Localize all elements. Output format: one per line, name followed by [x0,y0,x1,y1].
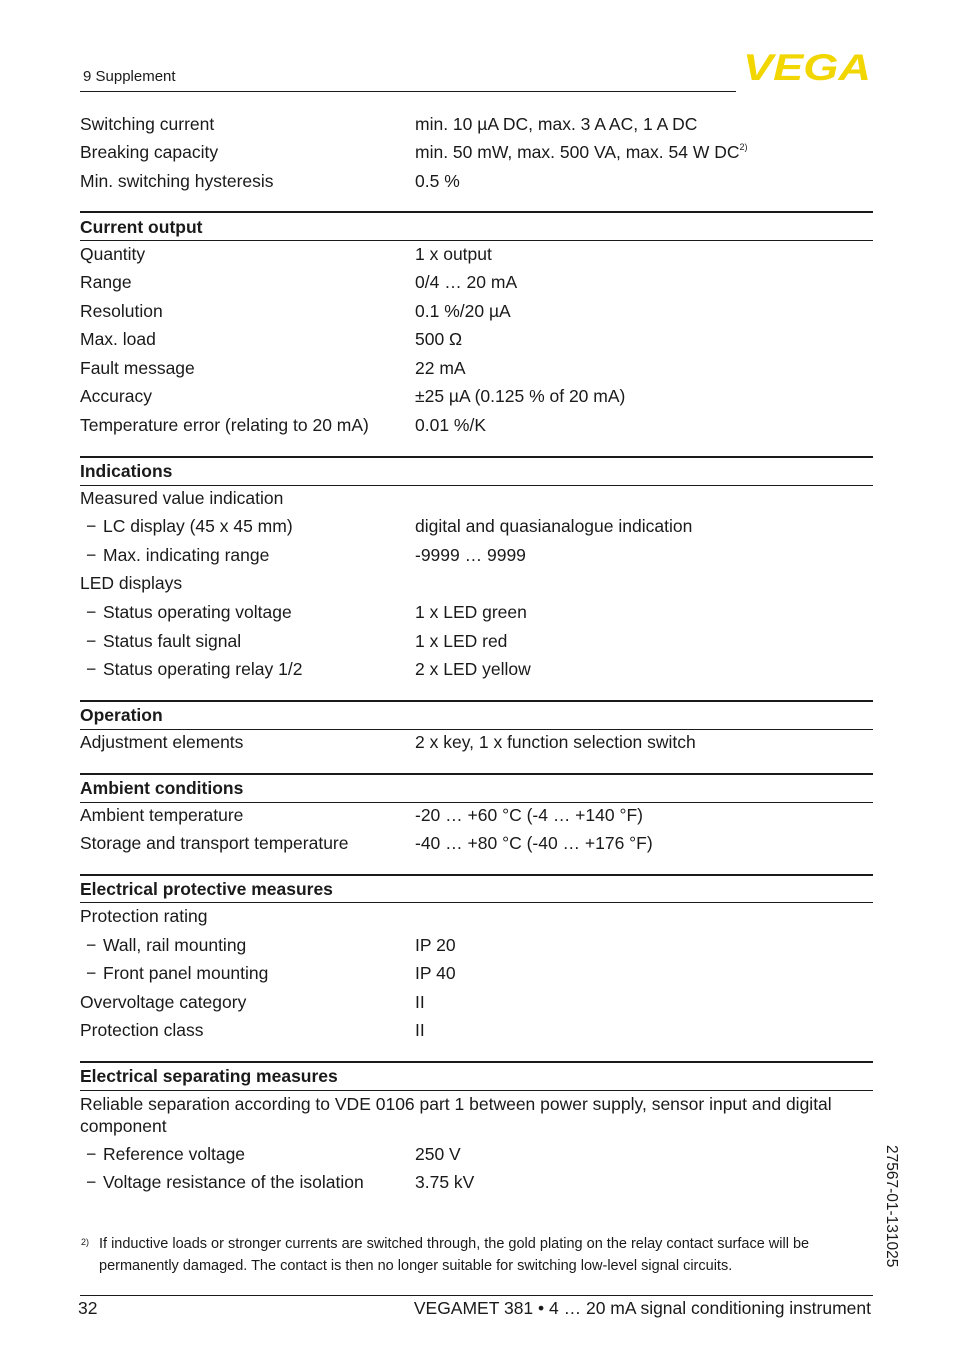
spec-value: 1 x LED red [415,631,508,651]
footnote-ref: 2) [739,142,748,152]
section-rule-bottom [80,729,873,730]
spec-row [80,963,873,987]
spec-row [80,244,873,268]
spec-label: Switching current [80,114,215,134]
spec-row [80,631,873,655]
dash-bullet: − [86,602,97,622]
section-rule-bottom [80,485,873,486]
spec-label: Protection rating [80,906,208,926]
spec-row [80,1144,873,1168]
section-rule-bottom [80,902,873,903]
spec-sublabel-text: Status operating voltage [103,602,292,622]
spec-value: 500 Ω [415,329,463,349]
separation-description: Reliable separation according to VDE 0106 part 1 between power supply, sensor input and digital component [80,1094,832,1136]
spec-value: IP 40 [415,963,456,983]
spec-label: Storage and transport temperature [80,833,349,853]
spec-value [415,142,748,163]
dash-bullet: − [86,516,97,536]
spec-label: Temperature error (relating to 20 mA) [80,415,369,435]
spec-row [80,545,873,569]
spec-value: II [415,992,425,1012]
section-title-current-output: Current output [80,217,203,237]
spec-sublabel [86,659,302,680]
spec-label: Quantity [80,244,146,264]
section-rule-top [80,1061,873,1063]
section-rule-top [80,700,873,702]
spec-sublabel-text: Voltage resistance of the isolation [103,1172,364,1192]
spec-value-text: min. 50 mW, max. 500 VA, max. 54 W DC [415,142,740,162]
spec-sublabel [86,1172,364,1193]
section-rule-bottom [80,802,873,803]
spec-row [80,516,873,540]
spec-row [80,833,873,857]
spec-sublabel [86,602,292,623]
spec-sublabel-text: LC display (45 x 45 mm) [103,516,293,536]
spec-sublabel [86,1144,245,1165]
spec-label: Protection class [80,1020,204,1040]
section-rule-bottom [80,240,873,241]
spec-value: 0.01 %/K [415,415,487,435]
spec-sublabel [86,631,241,652]
section-title-ambient: Ambient conditions [80,778,244,798]
spec-value: -20 … +60 °C (-4 … +140 °F) [415,805,643,825]
spec-label: Ambient temperature [80,805,244,825]
spec-value: IP 20 [415,935,456,955]
spec-value: 22 mA [415,358,466,378]
spec-row [80,805,873,829]
spec-row [80,171,873,195]
footnote-mark: 2) [81,1237,90,1247]
spec-row [80,358,873,382]
spec-label: Fault message [80,358,195,378]
document-code: 27567-01-131025 [883,1145,900,1268]
spec-sublabel [86,516,293,537]
spec-row [80,386,873,410]
spec-row [80,659,873,683]
dash-bullet: − [86,1172,97,1192]
spec-row [80,732,873,756]
spec-row [80,906,873,930]
spec-label: Breaking capacity [80,142,219,162]
section-title-operation: Operation [80,705,163,725]
footer-title: VEGAMET 381 • 4 … 20 mA signal conditioning instrument [413,1298,871,1318]
spec-row [80,992,873,1016]
vega-logo [742,50,872,84]
spec-row [80,301,873,325]
spec-sublabel [86,545,269,566]
spec-label: Measured value indication [80,488,284,508]
spec-row [80,114,873,138]
svg-text:VEGA: VEGA [743,50,871,84]
section-title-separating: Electrical separating measures [80,1066,338,1086]
spec-label: Adjustment elements [80,732,244,752]
spec-sublabel-text: Status operating relay 1/2 [103,659,303,679]
spec-value: II [415,1020,425,1040]
spec-row [80,573,873,597]
spec-row [80,488,873,512]
spec-row [80,1020,873,1044]
section-title-indications: Indications [80,461,173,481]
spec-row [80,272,873,296]
spec-value: digital and quasianalogue indication [415,516,693,536]
spec-label: Min. switching hysteresis [80,171,274,191]
dash-bullet: − [86,659,97,679]
spec-row [80,415,873,439]
page-number: 32 [78,1298,98,1318]
spec-value: 0.5 % [415,171,460,191]
dash-bullet: − [86,1144,97,1164]
spec-sublabel-text: Wall, rail mounting [103,935,247,955]
running-header: 9 Supplement [83,68,176,85]
spec-value: 1 x output [415,244,492,264]
spec-label: Max. load [80,329,156,349]
spec-row [80,1172,873,1196]
section-title-protective: Electrical protective measures [80,879,333,899]
dash-bullet: − [86,631,97,651]
spec-label: LED displays [80,573,183,593]
spec-value: 250 V [415,1144,461,1164]
spec-sublabel-text: Front panel mounting [103,963,269,983]
spec-sublabel-text: Max. indicating range [103,545,270,565]
dash-bullet: − [86,935,97,955]
section-rule-top [80,211,873,213]
spec-sublabel-text: Reference voltage [103,1144,246,1164]
spec-value: 0/4 … 20 mA [415,272,518,292]
spec-value: 2 x LED yellow [415,659,531,679]
section-rule-top [80,456,873,458]
spec-row [80,329,873,353]
spec-label: Accuracy [80,386,152,406]
section-rule-top [80,773,873,775]
spec-value: 3.75 kV [415,1172,475,1192]
section-rule-top [80,874,873,876]
footnote-text: If inductive loads or stronger currents are switched through, the gold plating on the relay contact surface will be permanently damaged. The contact is then no longer suitable for switching low-level signal circuits. [99,1236,810,1274]
spec-value: ±25 µA (0.125 % of 20 mA) [415,386,626,406]
spec-row [80,142,873,166]
section-rule-bottom [80,1090,873,1091]
dash-bullet: − [86,963,97,983]
spec-row [80,935,873,959]
spec-sublabel-text: Status fault signal [103,631,242,651]
spec-label: Resolution [80,301,163,321]
spec-sublabel [86,963,268,984]
spec-value: 2 x key, 1 x function selection switch [415,732,696,752]
spec-label: Overvoltage category [80,992,247,1012]
header-rule [80,91,736,92]
spec-row [80,602,873,626]
spec-value: -9999 … 9999 [415,545,526,565]
spec-value: -40 … +80 °C (-40 … +176 °F) [415,833,653,853]
footer-rule [80,1295,873,1296]
spec-value: 0.1 %/20 µA [415,301,511,321]
spec-sublabel [86,935,246,956]
spec-value: min. 10 µA DC, max. 3 A AC, 1 A DC [415,114,698,134]
dash-bullet: − [86,545,97,565]
spec-value: 1 x LED green [415,602,527,622]
spec-label: Range [80,272,132,292]
